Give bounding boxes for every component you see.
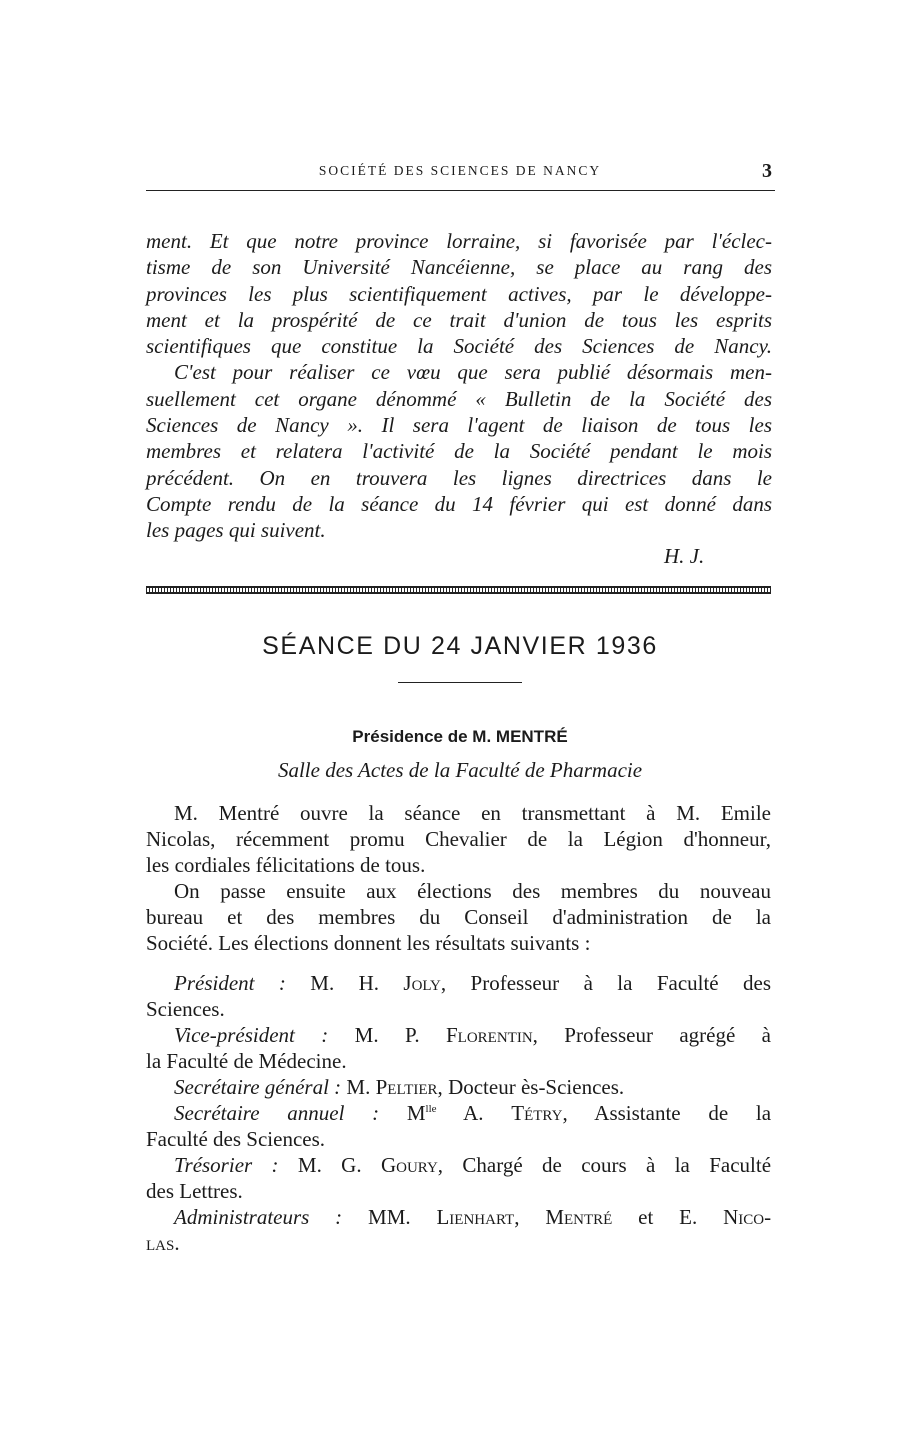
page-number: 3: [762, 160, 772, 182]
preface-line: scientifiques que constitue la Société des Sciences de Nancy.: [146, 334, 772, 359]
preface-line: ment. Et que notre province lorraine, si favorisée par l'éclec-: [146, 229, 772, 253]
preface-line: Compte rendu de la séance du 14 février qui est donné dans: [146, 491, 772, 516]
preface-line: Sciences de Nancy ». Il sera l'agent de liaison de tous les: [146, 413, 772, 438]
election-secann: Secrétaire annuel : $M^{lle}$ A. Tétry, Assistante de la: [174, 1101, 772, 1125]
body-line: Nicolas, récemment promu Chevalier de la Légion d'honneur,: [146, 827, 771, 851]
election-president: Président : M. H. Joly, Professeur à la Faculté des: [174, 971, 772, 995]
decorative-band: [146, 586, 771, 594]
preface-line: les pages qui suivent.: [146, 518, 326, 543]
salle-line: Salle des Actes de la Faculté de Pharmacie: [277, 758, 643, 782]
election-vice-cont: la Faculté de Médecine.: [146, 1049, 347, 1073]
header-rule: [146, 190, 775, 191]
election-secann-cont: Faculté des Sciences.: [146, 1127, 326, 1151]
running-header: SOCIÉTÉ DES SCIENCES DE NANCY: [318, 163, 602, 178]
preface-line: C'est pour réaliser ce vœu que sera publié désormais men-: [174, 360, 772, 385]
session-title: SÉANCE DU 24 JANVIER 1936: [262, 632, 658, 660]
body-line: On passe ensuite aux élections des membres du nouveau: [174, 879, 771, 903]
body-line: bureau et des membres du Conseil d'administration de la: [146, 905, 771, 929]
election-vice: Vice-président : M. P. Florentin, Professeur agrégé à: [174, 1023, 771, 1047]
body-line: M. Mentré ouvre la séance en transmettant à M. Emile: [174, 801, 771, 825]
preface-signature: H. J.: [664, 544, 705, 568]
preface-line: précédent. On en trouvera les lignes directrices dans le: [146, 465, 772, 490]
election-secgen: Secrétaire général : M. Peltier, Docteur ès-Sciences.: [174, 1075, 625, 1099]
preface-line: membres et relatera l'activité de la Société pendant le mois: [146, 439, 772, 464]
preface-text: [146, 228, 772, 544]
body-text: [146, 800, 771, 1256]
title-rule: [398, 682, 522, 683]
presidence-line: Présidence de M. MENTRÉ: [352, 727, 568, 746]
election-tresorier: Trésorier : M. G. Goury, Chargé de cours à la Faculté: [174, 1153, 772, 1177]
body-line: les cordiales félicitations de tous.: [146, 853, 426, 877]
preface-line: tisme de son Université Nancéienne, se place au rang des: [146, 255, 772, 280]
body-line: Société. Les élections donnent les résultats suivants :: [146, 931, 591, 955]
election-tresorier-cont: des Lettres.: [146, 1179, 243, 1203]
election-admin-cont: las.: [146, 1231, 180, 1255]
preface-line: provinces les plus scientifiquement actives, par le développe-: [146, 281, 772, 306]
preface-line: ment et la prospérité de ce trait d'union de tous les esprits: [146, 307, 772, 332]
election-admin: Administrateurs : MM. Lienhart, Mentré et E. Nico-: [174, 1205, 772, 1229]
election-president-cont: Sciences.: [146, 997, 225, 1021]
preface-line: suellement cet organe dénommé « Bulletin de la Société des: [146, 386, 772, 411]
